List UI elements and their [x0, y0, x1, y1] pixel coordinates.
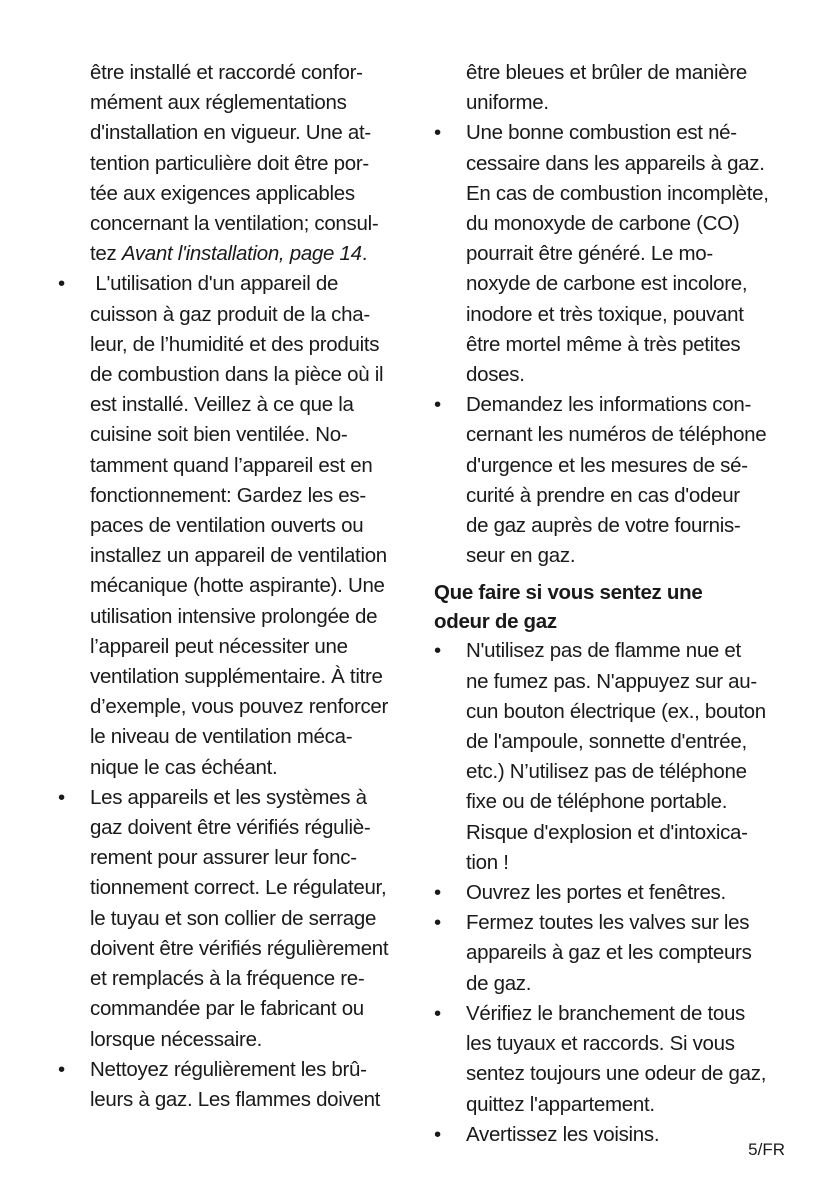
- bullet-icon: •: [58, 272, 65, 296]
- text-line: Vérifiez le branchement de tous: [466, 1001, 746, 1025]
- text-line: mément aux réglementations: [90, 91, 347, 115]
- text-line: ne fumez pas. N'appuyez sur au-: [466, 669, 757, 693]
- text-line: paces de ventilation ouverts ou: [90, 514, 364, 538]
- bullet-icon: •: [434, 1001, 441, 1025]
- left-column: [58, 58, 410, 1115]
- text-line: Les appareils et les systèmes à: [90, 785, 367, 809]
- bullet-icon: •: [58, 785, 65, 809]
- text-line: tionnement correct. Le régulateur,: [90, 876, 387, 900]
- text-line: cuisson à gaz produit de la cha-: [90, 302, 370, 326]
- text-line: d'urgence et les mesures de sé-: [466, 453, 748, 477]
- bullet-icon: •: [434, 911, 441, 935]
- text-fragment: .: [361, 242, 368, 266]
- text-line: fonctionnement: Gardez les es-: [90, 483, 366, 507]
- text-line: utilisation intensive prolongée de: [90, 604, 378, 628]
- text-line: et remplacés à la fréquence re-: [90, 967, 365, 991]
- text-line: le tuyau et son collier de serrage: [90, 906, 377, 930]
- text-line: [90, 239, 410, 269]
- text-line: tention particulière doit être por-: [90, 151, 369, 175]
- text-line: En cas de combustion incomplète,: [466, 181, 769, 205]
- text-line: nique le cas échéant.: [90, 755, 278, 779]
- text-line: pourrait être généré. Le mo-: [466, 242, 713, 266]
- list-item: [58, 783, 410, 1055]
- page-number: 5/FR: [748, 1140, 785, 1159]
- continued-paragraph: [58, 58, 410, 269]
- text-line: ventilation supplémentaire. À titre: [90, 665, 383, 689]
- text-line: Nettoyez régulièrement les brû-: [90, 1057, 367, 1081]
- text-line: rement pour assurer leur fonc-: [90, 846, 357, 870]
- text-line: installez un appareil de ventilation: [90, 544, 387, 568]
- list-item: [434, 118, 798, 390]
- text-line: être installé et raccordé confor-: [90, 61, 363, 84]
- text-line: N'utilisez pas de flamme nue et: [466, 639, 741, 663]
- text-line: Fermez toutes les valves sur les: [466, 911, 750, 935]
- bullet-icon: •: [434, 393, 441, 417]
- text-line: concernant la ventilation; consul-: [90, 212, 379, 236]
- text-line: de gaz auprès de votre fournis-: [466, 514, 741, 538]
- text-line: fixe ou de téléphone portable.: [466, 790, 728, 814]
- text-line: uniforme.: [466, 91, 549, 115]
- text-line: les tuyaux et raccords. Si vous: [466, 1032, 735, 1056]
- list-item: [434, 390, 798, 571]
- section-heading: [434, 578, 798, 636]
- text-line: Avertissez les voisins.: [466, 1122, 660, 1146]
- cross-reference: Avant l'installation, page 14: [121, 242, 362, 266]
- text-line: inodore et très toxique, pouvant: [466, 302, 744, 326]
- text-line: d'installation en vigueur. Une at-: [90, 121, 371, 145]
- list-item: [434, 908, 798, 999]
- list-item: [58, 269, 410, 782]
- text-line: tamment quand l’appareil est en: [90, 453, 373, 477]
- heading-line: Que faire si vous sentez une: [434, 581, 703, 605]
- continued-paragraph: [434, 58, 798, 118]
- text-line: cun bouton électrique (ex., bouton: [466, 699, 766, 723]
- text-line: doivent être vérifiés régulièrement: [90, 936, 389, 960]
- heading-line: odeur de gaz: [434, 610, 557, 634]
- list-item: [434, 999, 798, 1120]
- bullet-icon: •: [434, 639, 441, 663]
- list-item: [58, 1055, 410, 1115]
- text-line: Une bonne combustion est né-: [466, 121, 737, 145]
- text-line: tée aux exigences applicables: [90, 181, 355, 205]
- text-line: cuisine soit bien ventilée. No-: [90, 423, 348, 447]
- text-line: être bleues et brûler de manière: [466, 61, 747, 84]
- text-line: de combustion dans la pièce où il: [90, 363, 384, 387]
- text-line: être mortel même à très petites: [466, 332, 741, 356]
- text-line: d’exemple, vous pouvez renforcer: [90, 695, 389, 719]
- text-line: Ouvrez les portes et fenêtres.: [466, 881, 726, 905]
- text-line: cernant les numéros de téléphone: [466, 423, 767, 447]
- text-line: l’appareil peut nécessiter une: [90, 634, 348, 658]
- text-line: mécanique (hotte aspirante). Une: [90, 574, 385, 598]
- text-line: leur, de l’humidité et des produits: [90, 332, 380, 356]
- text-line: le niveau de ventilation méca-: [90, 725, 353, 749]
- bullet-icon: •: [434, 881, 441, 905]
- bullet-icon: •: [58, 1057, 65, 1081]
- list-item: [434, 878, 798, 908]
- text-line: curité à prendre en cas d'odeur: [466, 483, 740, 507]
- text-line: commandée par le fabricant ou: [90, 997, 364, 1021]
- text-line: seur en gaz.: [466, 544, 576, 568]
- text-line: du monoxyde de carbone (CO): [466, 212, 740, 236]
- text-line: de gaz.: [466, 971, 532, 995]
- text-line: Demandez les informations con-: [466, 393, 751, 417]
- text-fragment: tez: [90, 242, 122, 266]
- list-item: [434, 636, 798, 878]
- text-line: lorsque nécessaire.: [90, 1027, 263, 1051]
- right-column: [434, 58, 798, 1150]
- text-line: leurs à gaz. Les flammes doivent: [90, 1087, 381, 1111]
- text-line: Risque d'explosion et d'intoxica-: [466, 820, 748, 844]
- text-line: est installé. Veillez à ce que la: [90, 393, 354, 417]
- text-line: appareils à gaz et les compteurs: [466, 941, 752, 965]
- text-line: gaz doivent être vérifiés réguliè-: [90, 816, 371, 840]
- text-line: de l'ampoule, sonnette d'entrée,: [466, 730, 747, 754]
- text-line: sentez toujours une odeur de gaz,: [466, 1062, 767, 1086]
- text-line: etc.) N’utilisez pas de téléphone: [466, 760, 747, 784]
- text-line: noxyde de carbone est incolore,: [466, 272, 748, 296]
- text-line: doses.: [466, 363, 525, 387]
- text-line: quittez l'appartement.: [466, 1092, 655, 1116]
- bullet-icon: •: [434, 121, 441, 145]
- text-line: L'utilisation d'un appareil de: [90, 272, 339, 296]
- text-line: cessaire dans les appareils à gaz.: [466, 151, 765, 175]
- bullet-icon: •: [434, 1122, 441, 1146]
- list-item: [434, 1120, 798, 1150]
- text-line: tion !: [466, 850, 509, 874]
